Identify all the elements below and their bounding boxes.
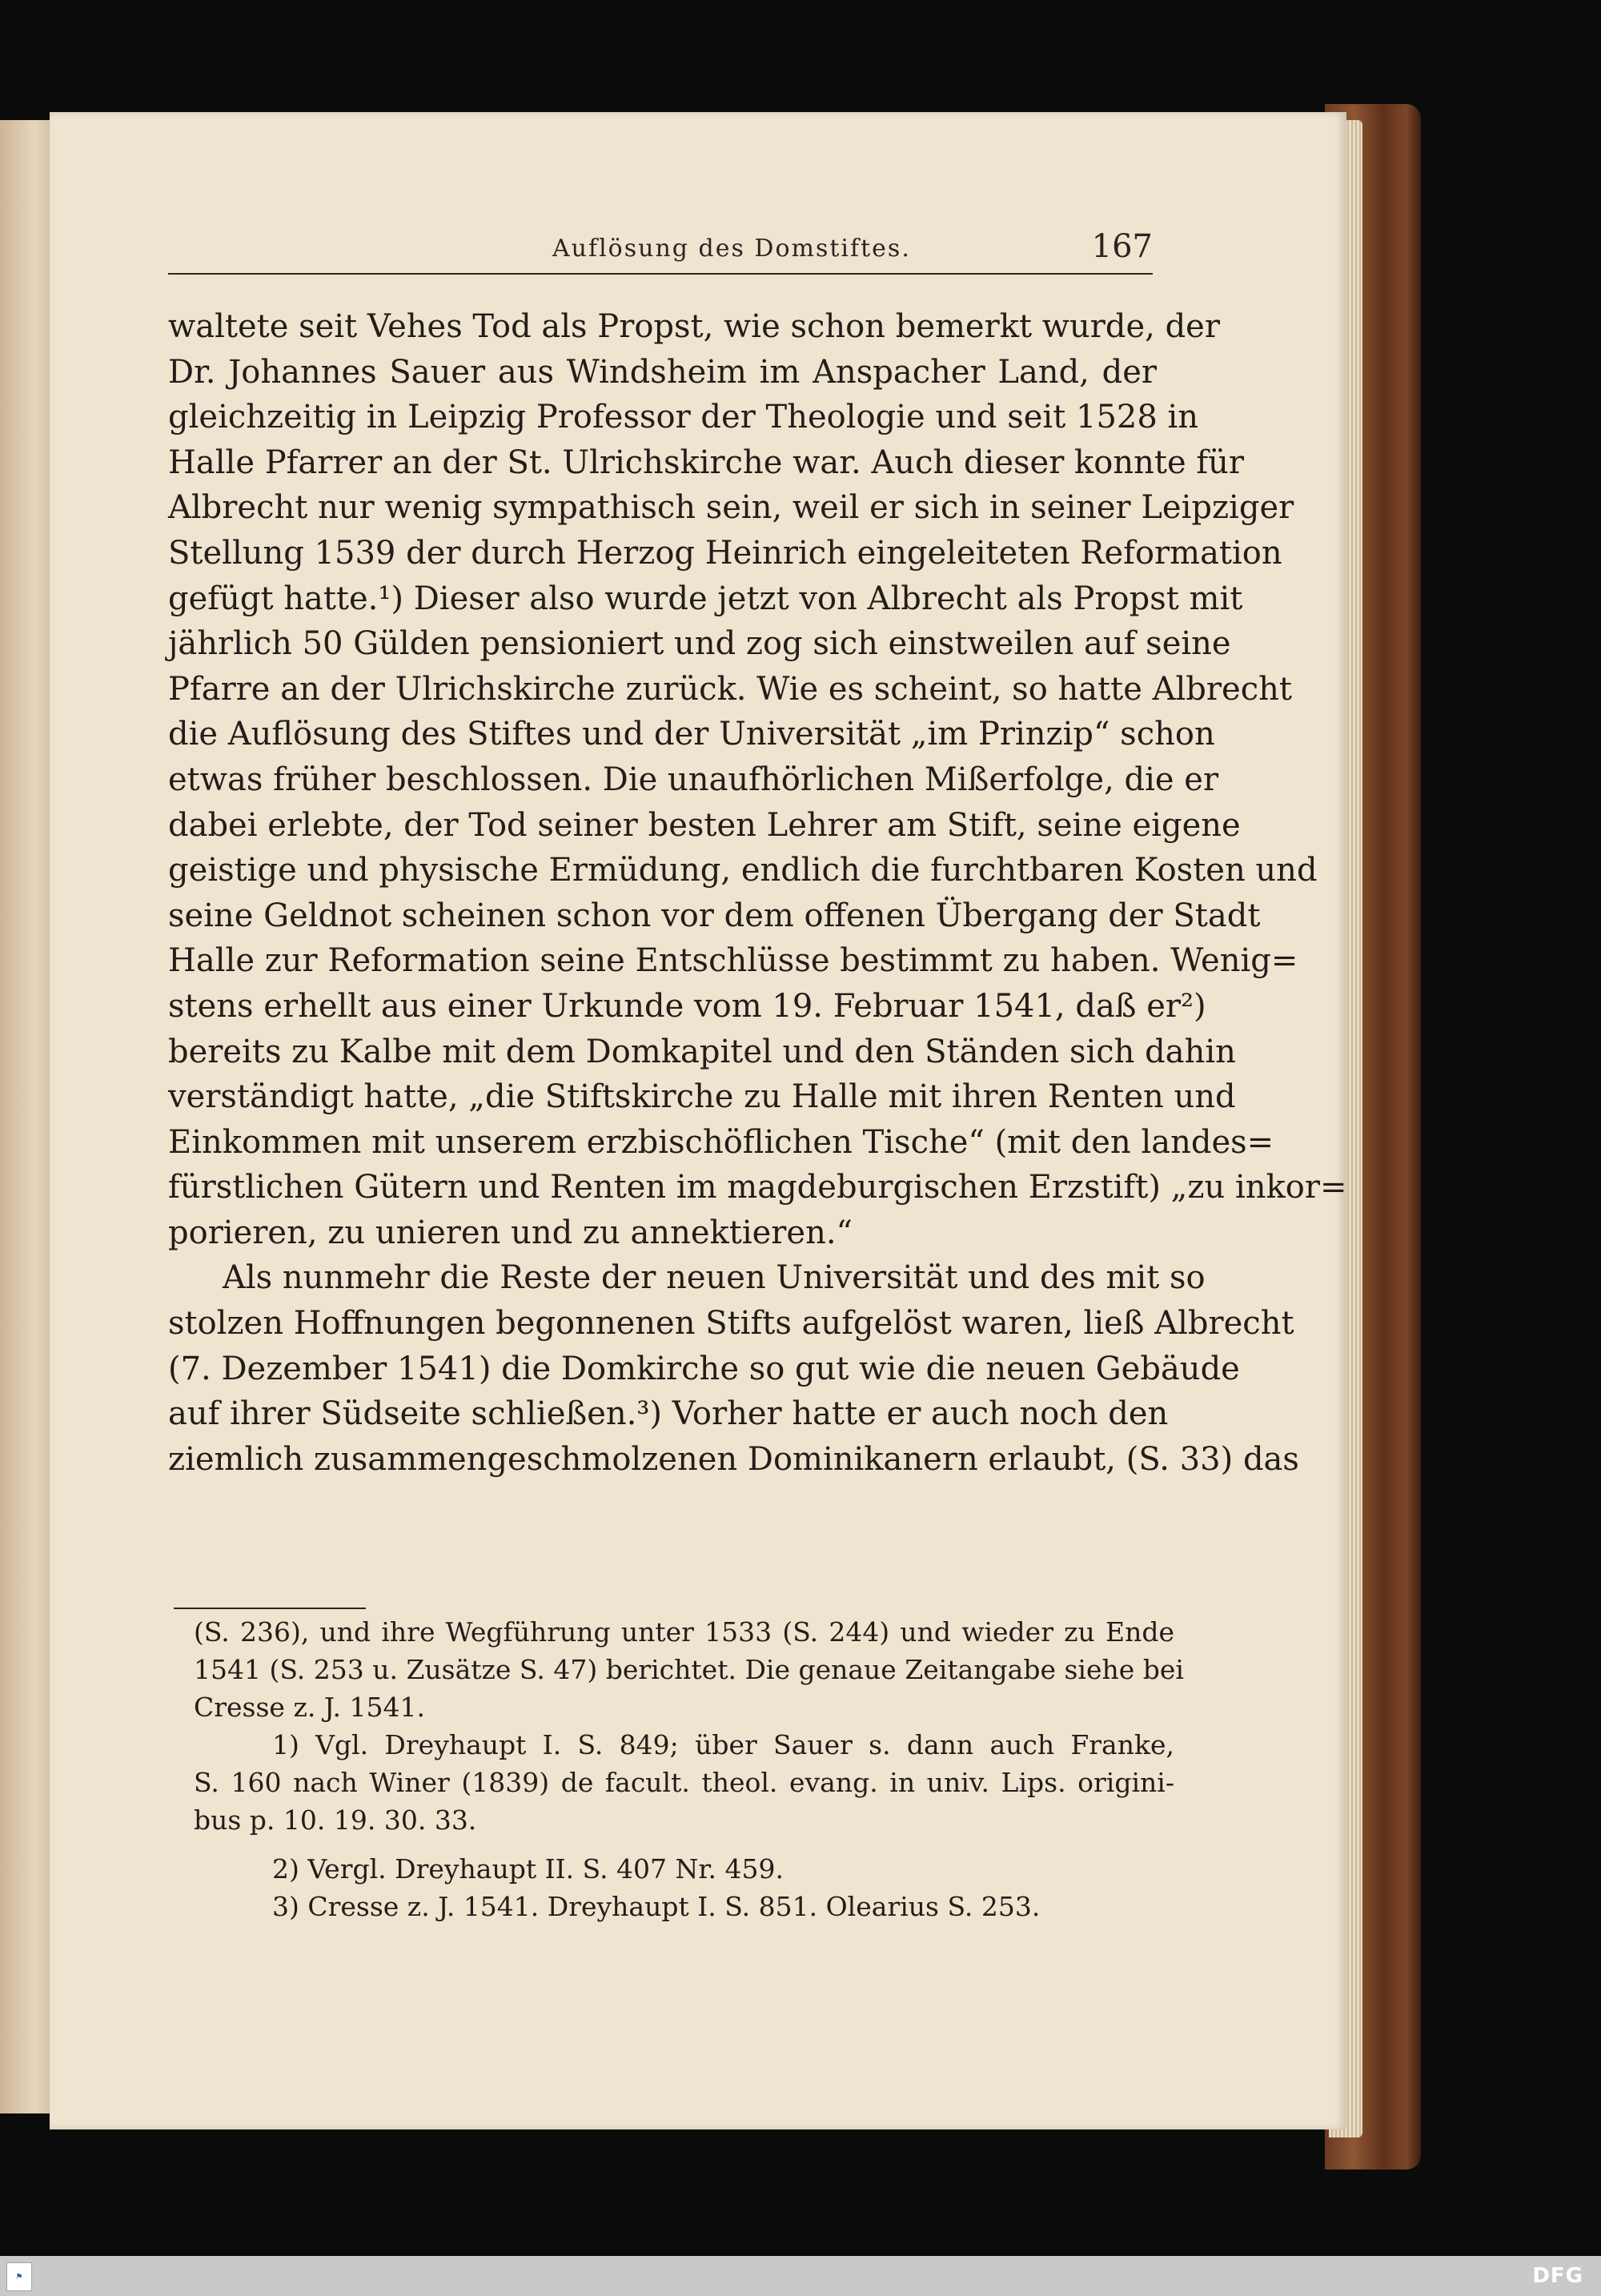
footnote-line: 1541 (S. 253 u. Zusätze S. 47) berichtet. Die genaue Zeitangabe siehe bei <box>194 1654 1184 1685</box>
page-header <box>168 228 1153 275</box>
text-line: ziemlich zusammengeschmolzenen Dominikanern erlaubt, (S. 33) das <box>168 1440 1299 1478</box>
text-line: die Auflösung des Stiftes und der Universität „im Prinzip“ schon <box>168 716 1215 753</box>
text-line: Einkommen mit unserem erzbischöflichen Tische“ (mit den landes= <box>168 1123 1274 1161</box>
text-line: waltete seit Vehes Tod als Propst, wie schon bemerkt wurde, der <box>168 308 1220 345</box>
footnote-line: (S. 236), und ihre Wegführung unter 1533 (S. 244) und wieder zu Ende <box>194 1616 1174 1648</box>
text-line: bereits zu Kalbe mit dem Domkapitel und den Ständen sich dahin <box>168 1033 1236 1070</box>
library-logo-icon: ⚑ <box>6 2262 32 2291</box>
text-line: Halle Pfarrer an der St. Ulrichskirche war. Auch dieser konnte für <box>168 444 1245 481</box>
text-line: Als nunmehr die Reste der neuen Universität und des mit so <box>223 1259 1206 1297</box>
footnote-line: Cresse z. J. 1541. <box>194 1692 425 1723</box>
viewer-footer-bar <box>0 2256 1601 2296</box>
text-line: gefügt hatte.¹) Dieser also wurde jetzt von Albrecht als Propst mit <box>168 580 1243 617</box>
text-line: Pfarre an der Ulrichskirche zurück. Wie es scheint, so hatte Albrecht <box>168 670 1292 708</box>
footnotes <box>194 1613 1184 1925</box>
text-line: stens erhellt aus einer Urkunde vom 19. Februar 1541, daß er²) <box>168 987 1206 1025</box>
book-page <box>50 112 1346 2129</box>
text-line: fürstlichen Gütern und Renten im magdeburgischen Erzstift) „zu inkor= <box>168 1169 1347 1206</box>
text-line: dabei erlebte, der Tod seiner besten Lehrer am Stift, seine eigene <box>168 806 1241 844</box>
footnote-2: 2) Vergl. Dreyhaupt II. S. 407 Nr. 459. <box>272 1853 784 1885</box>
text-line: auf ihrer Südseite schließen.³) Vorher hatte er auch noch den <box>168 1395 1169 1433</box>
left-page-edge <box>0 120 50 2113</box>
dfg-logo: DFG <box>1532 2264 1583 2288</box>
text-line: (7. Dezember 1541) die Domkirche so gut wie die neuen Gebäude <box>168 1350 1240 1387</box>
footnote-rule <box>174 1608 366 1609</box>
text-line: gleichzeitig in Leipzig Professor der Theologie und seit 1528 in <box>168 399 1199 436</box>
text-line: stolzen Hoffnungen begonnenen Stifts aufgelöst waren, ließ Albrecht <box>168 1305 1294 1343</box>
text-line: Halle zur Reformation seine Entschlüsse bestimmt zu haben. Wenig= <box>168 942 1298 980</box>
running-title: Auflösung des Domstiftes. <box>552 235 911 263</box>
text-line: porieren, zu unieren und zu annektieren.“ <box>168 1214 853 1251</box>
text-line: jährlich 50 Gülden pensioniert und zog sich einstweilen auf seine <box>168 625 1231 663</box>
footnote-1: 1) Vgl. Dreyhaupt I. S. 849; über Sauer s. dann auch Franke, <box>272 1729 1174 1760</box>
text-line: Dr. Johannes Sauer aus Windsheim im Anspacher Land, der <box>168 353 1157 391</box>
text-line: geistige und physische Ermüdung, endlich die furchtbaren Kosten und <box>168 852 1318 889</box>
footnote-line: S. 160 nach Winer (1839) de facult. theol. evang. in univ. Lips. origini- <box>194 1767 1174 1798</box>
page-number: 167 <box>1091 228 1153 265</box>
footnote-3: 3) Cresse z. J. 1541. Dreyhaupt I. S. 851. Olearius S. 253. <box>272 1891 1041 1922</box>
text-line: etwas früher beschlossen. Die unaufhörlichen Mißerfolge, die er <box>168 761 1219 798</box>
footnote-line: bus p. 10. 19. 30. 33. <box>194 1804 477 1836</box>
text-line: verständigt hatte, „die Stiftskirche zu Halle mit ihren Renten und <box>168 1078 1236 1116</box>
body-text <box>168 304 1347 1482</box>
text-line: Albrecht nur wenig sympathisch sein, weil er sich in seiner Leipziger <box>168 489 1294 527</box>
text-line: Stellung 1539 der durch Herzog Heinrich eingeleiteten Reformation <box>168 534 1282 572</box>
text-line: seine Geldnot scheinen schon vor dem offenen Übergang der Stadt <box>168 897 1261 934</box>
